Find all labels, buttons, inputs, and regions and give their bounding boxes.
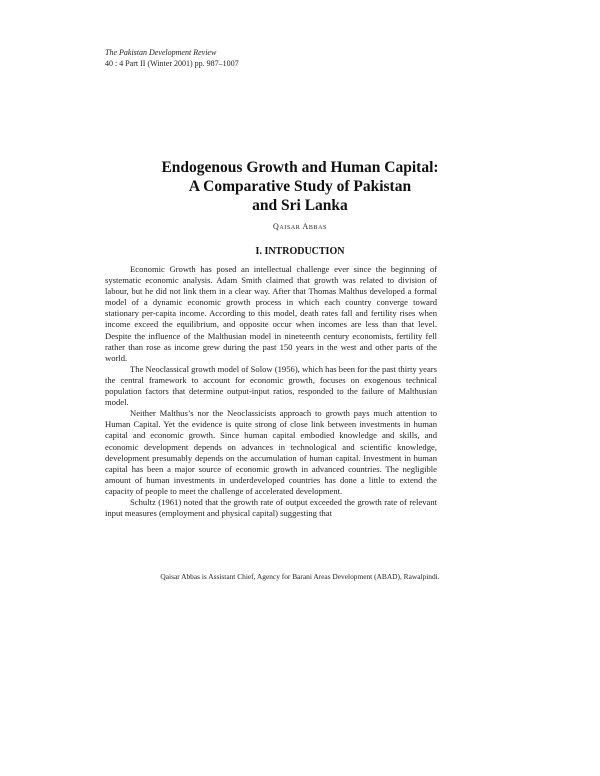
journal-header [105, 47, 239, 69]
paragraph: Neither Malthus’s nor the Neoclassicists approach to growth pays much attention to Human Capital. Yet the evidence is quite strong of close link between investments in human capital and economic growth. Since human capital embodied knowledge and skills, and economic development depends on advances in technological and scientific knowledge, development presumably depends on the accumulation of human capital. Investment in human capital has been a major source of economic growth in advanced countries. The negligible amount of human investments in underdeveloped countries has done a little to extend the capacity of people to meet the challenge of accelerated development. [105, 408, 437, 496]
paragraph: Schultz (1961) noted that the growth rate of output exceeded the growth rate of relevant input measures (employment and physical capital) suggesting that [105, 496, 437, 519]
title-line-2: A Comparative Study of Pakistan [188, 178, 412, 195]
journal-issue: 40 : 4 Part II (Winter 2001) pp. 987–1007 [105, 59, 239, 68]
paragraph: Economic Growth has posed an intellectual challenge ever since the beginning of systematic economic analysis. Adam Smith claimed that growth was related to division of labour, but he did not link them in a clear way. After that Thomas Malthus developed a formal model of a dynamic economic growth process in which each country converge toward stationary per-capita income. According to this model, death rates fall and fertility rises when income exceed the equilibrium, and opposite occur when incomes are less than that level. Despite the influence of the Malthusian model in nineteenth century economists, fertility fell rather than rose as income grew during the past 150 years in the west and other parts of the world. [105, 264, 437, 363]
paper-title [100, 158, 500, 215]
title-line-1: Endogenous Growth and Human Capital: [161, 159, 439, 176]
author-footnote: Qaisar Abbas is Assistant Chief, Agency for Barani Areas Development (ABAD), Rawalpindi. [160, 572, 440, 581]
section-heading: I. INTRODUCTION [255, 246, 345, 257]
journal-name: The Pakistan Development Review [105, 48, 217, 57]
paragraph: The Neoclassical growth model of Solow (1956), which has been for the past thirty years the central framework to account for economic growth, focuses on exogenous technical population factors that determine output-input ratios, responded to the failure of Malthusian model. [105, 363, 437, 408]
body-text [105, 264, 437, 519]
title-line-3: and Sri Lanka [252, 197, 348, 214]
author-name: Qaisar Abbas [273, 222, 327, 231]
